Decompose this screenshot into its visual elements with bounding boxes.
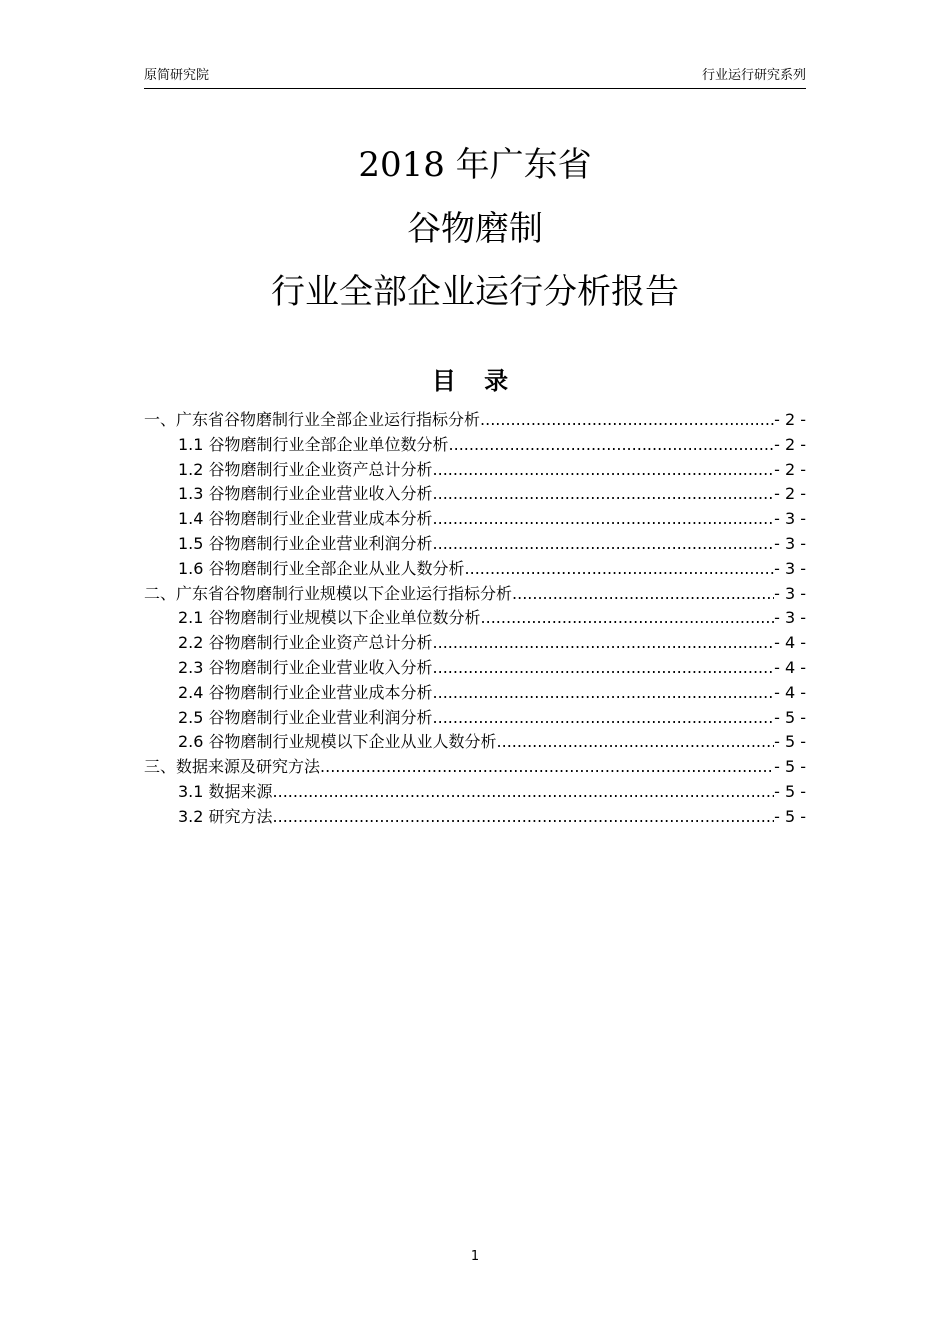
toc-entry-2-3[interactable] <box>144 656 806 681</box>
toc-entry-page: - 3 - <box>774 533 806 553</box>
toc-leader-dots <box>273 805 775 830</box>
toc-leader-dots <box>433 532 775 557</box>
toc-entry-text: 2.4 谷物磨制行业企业营业成本分析 <box>178 682 433 702</box>
toc-entry-1[interactable] <box>144 408 806 433</box>
toc-entry-2[interactable] <box>144 582 806 607</box>
toc-leader-dots <box>512 582 774 607</box>
toc-entry-3[interactable] <box>144 755 806 780</box>
report-title-line-1: 2018 年广东省 <box>358 145 592 185</box>
toc-entry-1-1[interactable] <box>144 433 806 458</box>
toc-leader-dots <box>480 408 774 433</box>
toc-entry-text: 3.2 研究方法 <box>178 806 273 826</box>
toc-entry-1-3[interactable] <box>144 482 806 507</box>
toc-entry-1-5[interactable] <box>144 532 806 557</box>
toc-entry-text: 1.1 谷物磨制行业全部企业单位数分析 <box>178 434 449 454</box>
toc-entry-page: - 2 - <box>774 434 806 454</box>
toc-entry-text: 1.5 谷物磨制行业企业营业利润分析 <box>178 533 433 553</box>
toc-leader-dots <box>433 631 775 656</box>
toc-entry-2-4[interactable] <box>144 681 806 706</box>
toc-leader-dots <box>449 433 775 458</box>
toc-entry-page: - 4 - <box>774 657 806 677</box>
report-title-line-2: 谷物磨制 <box>407 209 543 249</box>
toc-entry-2-2[interactable] <box>144 631 806 656</box>
toc-entry-text: 2.1 谷物磨制行业规模以下企业单位数分析 <box>178 608 481 628</box>
toc-entry-2-1[interactable] <box>144 606 806 631</box>
toc-heading: 目 录 <box>431 367 519 395</box>
toc-entry-1-6[interactable] <box>144 557 806 582</box>
page-number: 1 <box>470 1249 480 1264</box>
toc-leader-dots <box>481 606 775 631</box>
table-of-contents <box>144 408 806 830</box>
toc-entry-page: - 2 - <box>774 459 806 479</box>
toc-leader-dots <box>273 780 775 805</box>
toc-entry-page: - 3 - <box>774 608 806 628</box>
toc-leader-dots <box>433 681 775 706</box>
toc-entry-text: 一、广东省谷物磨制行业全部企业运行指标分析 <box>144 410 481 429</box>
toc-entry-page: - 2 - <box>774 484 806 504</box>
toc-entry-page: - 3 - <box>774 558 806 578</box>
toc-leader-dots <box>433 482 775 507</box>
toc-entry-page: - 5 - <box>774 806 806 826</box>
toc-leader-dots <box>433 458 775 483</box>
toc-leader-dots <box>433 706 775 731</box>
toc-entry-text: 1.3 谷物磨制行业企业营业收入分析 <box>178 484 433 504</box>
toc-entry-3-2[interactable] <box>144 805 806 830</box>
toc-entry-text: 2.5 谷物磨制行业企业营业利润分析 <box>178 707 433 727</box>
toc-entry-page: - 5 - <box>774 781 806 801</box>
header-series-name: 行业运行研究系列 <box>701 68 806 83</box>
toc-entry-2-5[interactable] <box>144 706 806 731</box>
toc-entry-text: 2.3 谷物磨制行业企业营业收入分析 <box>178 657 433 677</box>
toc-entry-text: 1.2 谷物磨制行业企业资产总计分析 <box>178 459 433 479</box>
toc-entry-page: - 5 - <box>774 707 806 727</box>
toc-entry-page: - 4 - <box>774 682 806 702</box>
toc-entry-text: 三、数据来源及研究方法 <box>144 757 321 777</box>
toc-entry-page: - 3 - <box>774 509 806 529</box>
header-org-name: 原简研究院 <box>144 68 210 83</box>
toc-entry-page: - 3 - <box>774 583 806 603</box>
toc-leader-dots <box>433 656 775 681</box>
toc-entry-text: 2.2 谷物磨制行业企业资产总计分析 <box>178 633 433 653</box>
toc-entry-text: 1.4 谷物磨制行业企业营业成本分析 <box>178 509 433 529</box>
toc-entry-3-1[interactable] <box>144 780 806 805</box>
toc-entry-1-4[interactable] <box>144 507 806 532</box>
toc-leader-dots <box>465 557 775 582</box>
toc-leader-dots <box>320 755 774 780</box>
toc-entry-page: - 5 - <box>774 732 806 752</box>
toc-leader-dots <box>433 507 775 532</box>
toc-entry-text: 二、广东省谷物磨制行业规模以下企业运行指标分析 <box>144 583 513 603</box>
toc-entry-2-6[interactable] <box>144 730 806 755</box>
toc-entry-text: 2.6 谷物磨制行业规模以下企业从业人数分析 <box>178 732 497 752</box>
toc-entry-1-2[interactable] <box>144 458 806 483</box>
toc-entry-page: - 2 - <box>774 410 806 429</box>
report-title-line-3: 行业全部企业运行分析报告 <box>271 272 679 312</box>
toc-entry-text: 1.6 谷物磨制行业全部企业从业人数分析 <box>178 558 465 578</box>
toc-entry-page: - 5 - <box>774 757 806 777</box>
page-header <box>144 66 806 89</box>
toc-leader-dots <box>497 730 775 755</box>
toc-entry-text: 3.1 数据来源 <box>178 781 273 801</box>
toc-entry-page: - 4 - <box>774 633 806 653</box>
